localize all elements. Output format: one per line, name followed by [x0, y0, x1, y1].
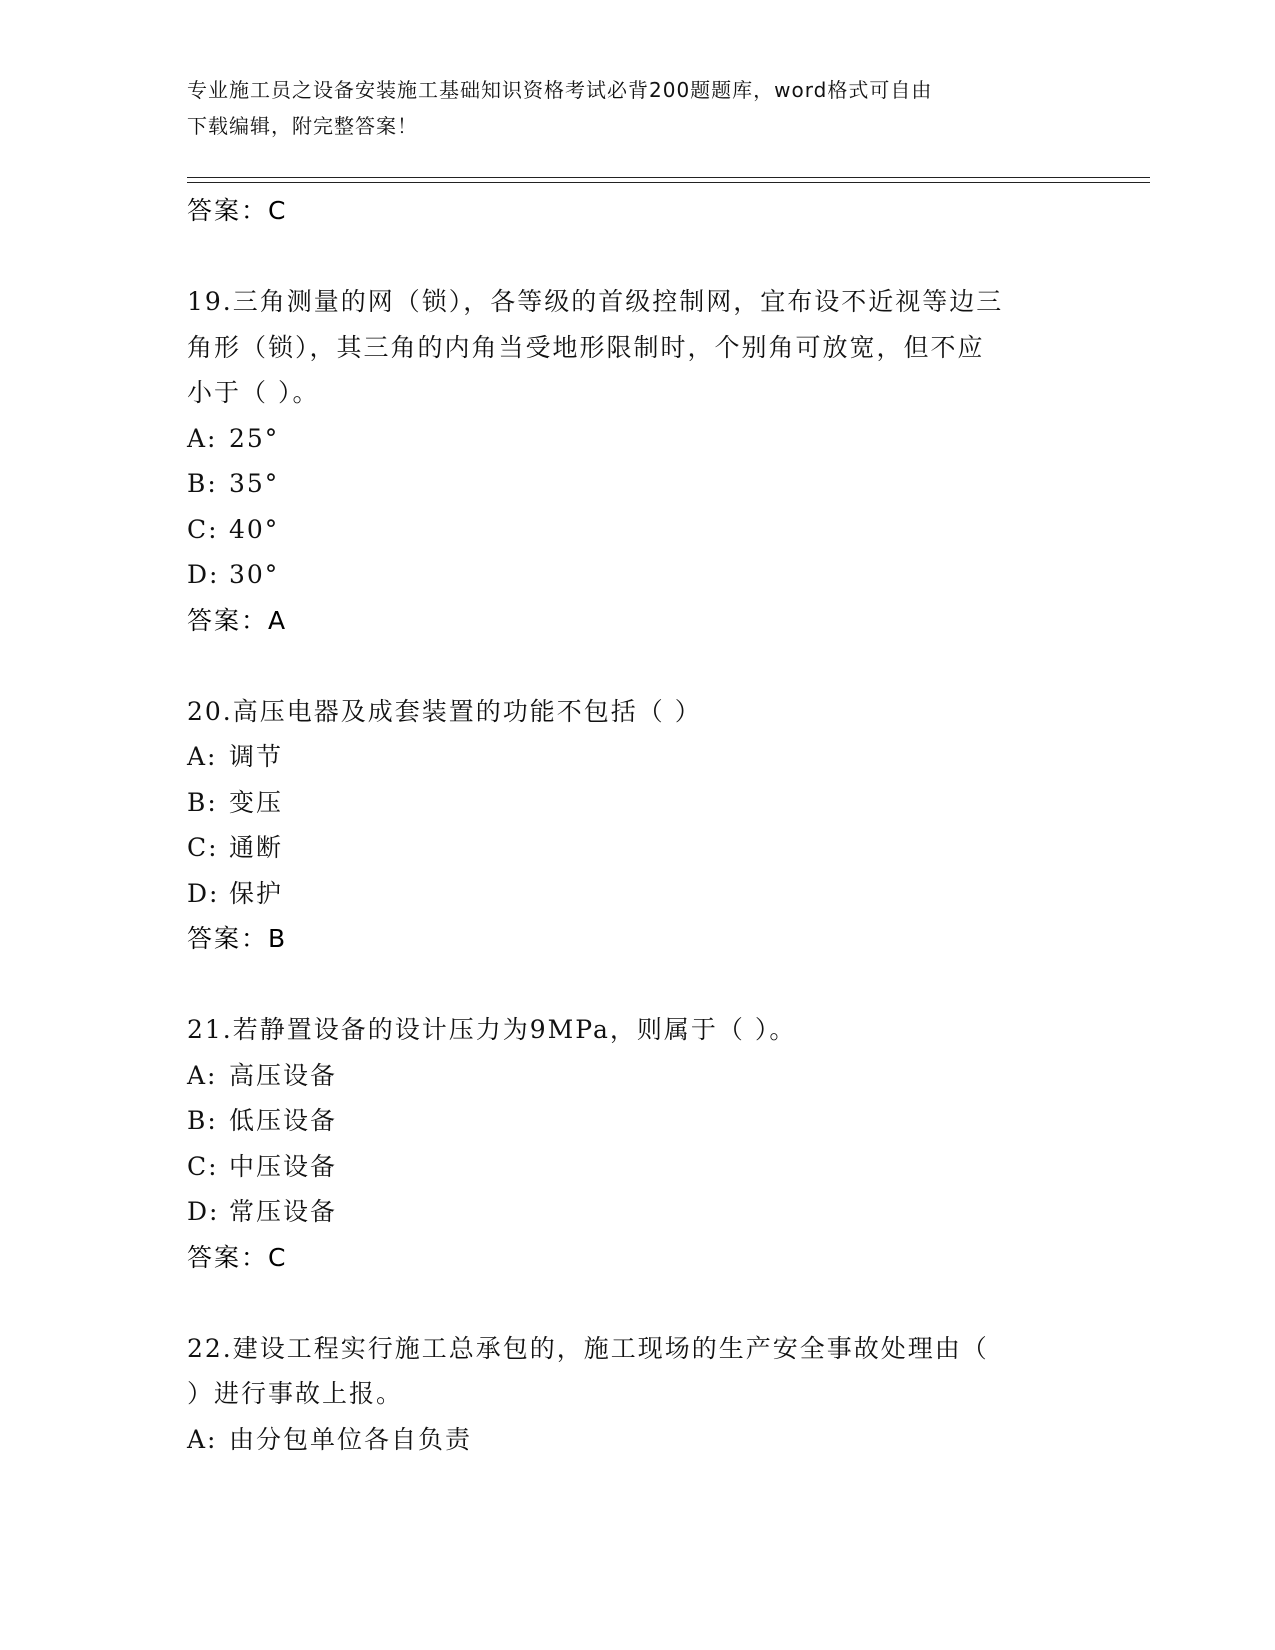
option-b [187, 461, 1087, 507]
option-d [187, 1189, 1087, 1235]
option-c [187, 825, 1087, 871]
option-a [187, 1417, 1087, 1463]
option-text: 通断 [229, 833, 284, 862]
option-text: 40° [229, 514, 280, 544]
option-label: A: [187, 423, 218, 453]
question-stem-line: 20.高压电器及成套装置的功能不包括（ ） [187, 696, 702, 726]
question-answer: 答案：B [187, 924, 288, 953]
question-20 [187, 689, 1087, 962]
option-b [187, 1098, 1087, 1144]
option-c [187, 507, 1087, 553]
header-rule-top [187, 177, 1150, 178]
spacer [187, 234, 1087, 280]
option-text: 变压 [229, 787, 284, 817]
question-stem-line: ）进行事故上报。 [187, 1379, 404, 1408]
question-19 [187, 279, 1087, 643]
option-label: B: [187, 787, 218, 817]
option-label: A: [187, 742, 218, 771]
option-a [187, 734, 1087, 780]
option-label: C: [187, 833, 219, 862]
spacer [187, 962, 1087, 1008]
question-stem-line: 小于（ ）。 [187, 378, 320, 407]
question-stem-line: 22.建设工程实行施工总承包的，施工现场的生产安全事故处理由（ [187, 1333, 989, 1363]
option-d [187, 871, 1087, 917]
document-header [187, 72, 1067, 144]
option-text: 25° [229, 423, 280, 453]
option-label: C: [187, 514, 219, 544]
previous-answer: 答案：C [187, 196, 288, 225]
option-c [187, 1144, 1087, 1190]
option-label: C: [187, 1151, 219, 1181]
option-label: D: [187, 560, 220, 589]
header-line-1: 专业施工员之设备安装施工基础知识资格考试必背200题题库，word格式可自由 [187, 78, 933, 102]
option-text: 中压设备 [229, 1151, 338, 1181]
question-21 [187, 1007, 1087, 1280]
option-text: 常压设备 [229, 1197, 338, 1226]
option-label: D: [187, 878, 220, 908]
spacer [187, 643, 1087, 689]
option-b [187, 780, 1087, 826]
question-stem-line: 19.三角测量的网（锁），各等级的首级控制网，宜布设不近视等边三 [187, 287, 1004, 316]
option-a [187, 416, 1087, 462]
option-label: D: [187, 1197, 220, 1226]
option-label: B: [187, 469, 218, 498]
question-22 [187, 1326, 1087, 1463]
option-text: 保护 [229, 878, 284, 908]
option-text: 35° [229, 469, 280, 498]
question-answer: 答案：C [187, 1242, 288, 1272]
option-label: A: [187, 1060, 218, 1090]
option-label: B: [187, 1106, 218, 1135]
option-text: 低压设备 [229, 1106, 338, 1135]
question-list [187, 188, 1087, 1462]
option-text: 30° [229, 560, 280, 589]
spacer [187, 1280, 1087, 1326]
question-stem-line: 角形（锁），其三角的内角当受地形限制时，个别角可放宽，但不应 [187, 332, 985, 362]
question-answer: 答案：A [187, 605, 288, 635]
header-line-2: 下载编辑，附完整答案！ [187, 114, 418, 138]
option-text: 由分包单位各自负责 [229, 1424, 473, 1454]
option-text: 高压设备 [229, 1060, 338, 1090]
option-text: 调节 [229, 742, 284, 771]
header-rule-bottom [187, 182, 1150, 183]
option-label: A: [187, 1424, 218, 1454]
option-a [187, 1053, 1087, 1099]
option-d [187, 552, 1087, 598]
question-stem-line: 21.若静置设备的设计压力为9MPa，则属于（ ）。 [187, 1015, 797, 1044]
